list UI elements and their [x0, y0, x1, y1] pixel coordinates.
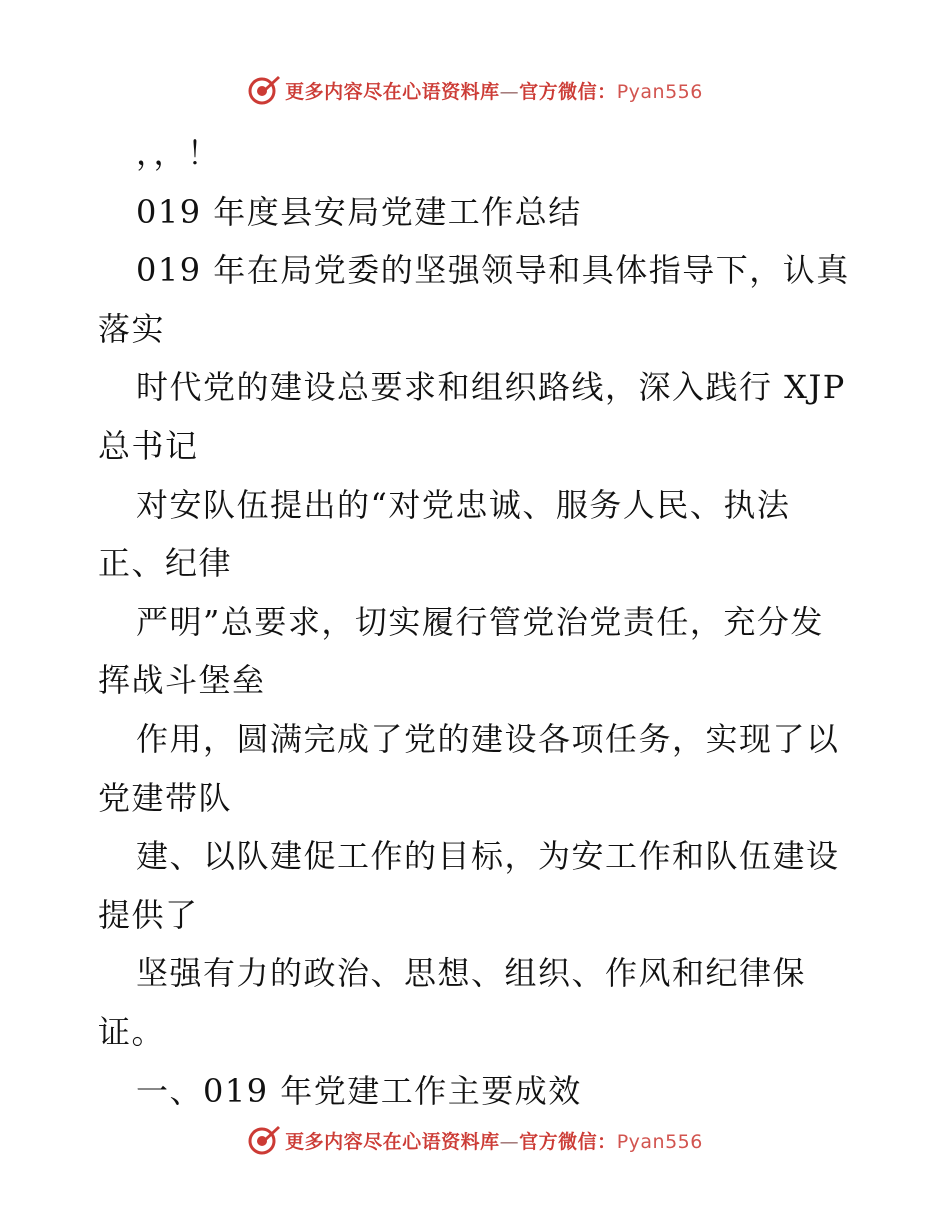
text-line: 坚强有力的政治、思想、组织、作风和纪律保 [136, 954, 807, 993]
text-line: ，，！ [136, 134, 221, 172]
watermark-account: Pyan556 [616, 80, 703, 103]
watermark-site: 更多内容尽在心语资料库 [285, 1130, 500, 1153]
document-body [98, 124, 858, 1120]
header-watermark [0, 70, 950, 110]
text-line: 挥战斗堡垒 [98, 661, 266, 700]
text-line: 一、019 年党建工作主要成效 [136, 1071, 582, 1110]
text-line: 时代党的建设总要求和组织路线，深入践行 XJP [136, 368, 846, 407]
footer-watermark [0, 1120, 950, 1160]
watermark-wechat-label: 官方微信： [519, 80, 617, 103]
pen-logo-icon [247, 1123, 281, 1157]
watermark-text [285, 1127, 703, 1154]
text-line: 落实 [98, 309, 166, 348]
text-line: 对安队伍提出的“对党忠诚、服务人民、执法 [136, 485, 791, 524]
watermark-account: Pyan556 [616, 1130, 703, 1153]
pen-logo-icon [247, 73, 281, 107]
watermark-dash: — [499, 1130, 520, 1153]
text-line: 总书记 [98, 426, 199, 465]
text-line: 019 年度县安局党建工作总结 [136, 192, 582, 231]
watermark-text [285, 77, 703, 104]
text-line: 作用，圆满完成了党的建设各项任务，实现了以 [136, 719, 840, 758]
text-line: 提供了 [98, 895, 199, 934]
text-line: 严明”总要求，切实履行管党治党责任，充分发 [136, 602, 824, 641]
text-line: 证。 [98, 1012, 166, 1051]
text-line: 党建带队 [98, 778, 233, 817]
watermark-dash: — [499, 80, 520, 103]
text-line: 正、纪律 [98, 544, 233, 583]
text-line: 019 年在局党委的坚强领导和具体指导下，认真 [136, 251, 850, 290]
watermark-wechat-label: 官方微信： [519, 1130, 617, 1153]
text-line: 建、以队建促工作的目标，为安工作和队伍建设 [136, 837, 840, 876]
watermark-site: 更多内容尽在心语资料库 [285, 80, 500, 103]
